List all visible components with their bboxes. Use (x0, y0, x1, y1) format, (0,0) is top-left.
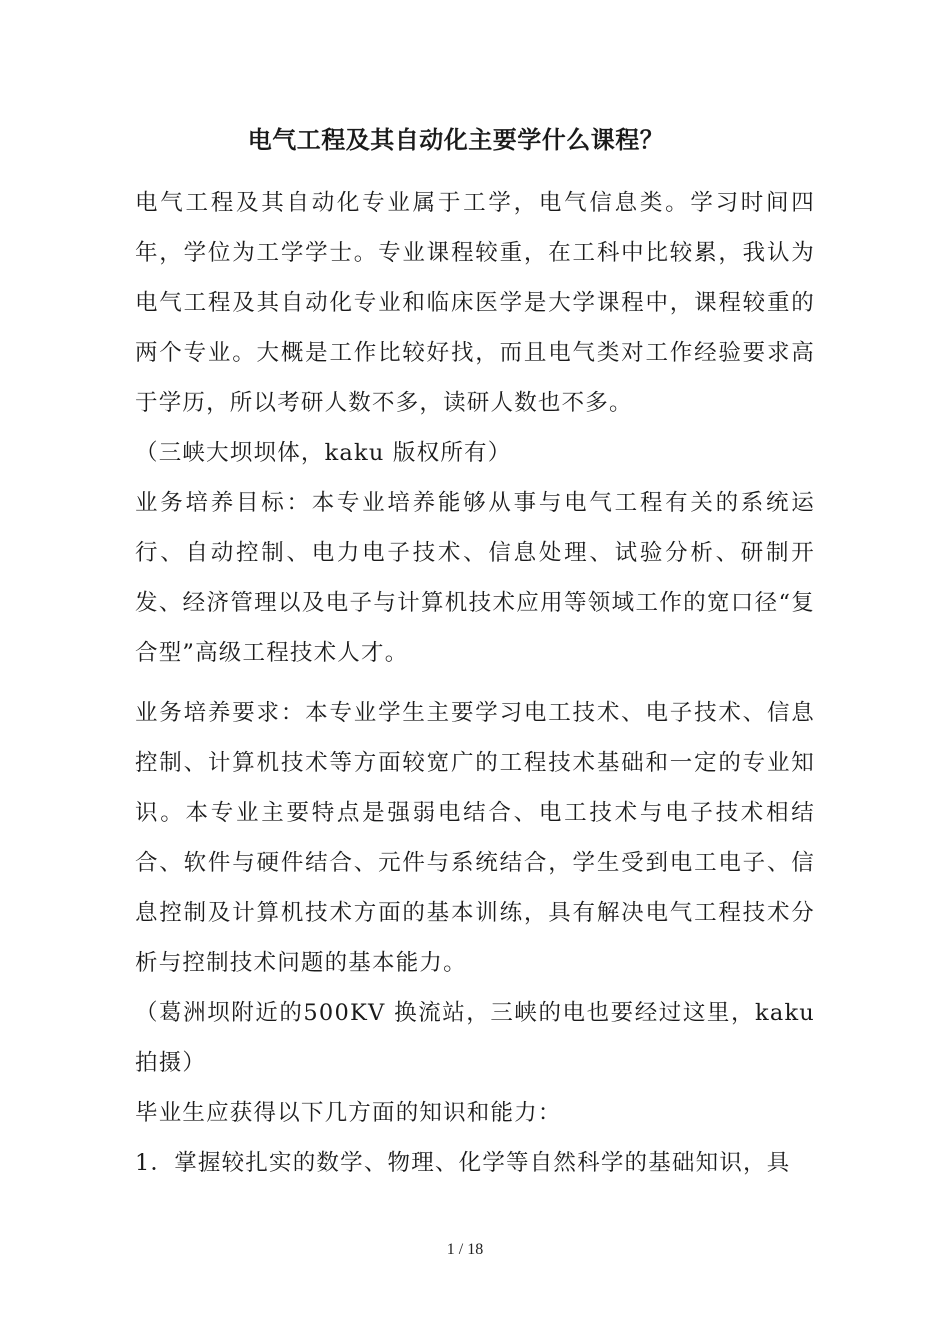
list-item-1: 1．掌握较扎实的数学、物理、化学等自然科学的基础知识，具 (135, 1150, 791, 1176)
paragraph-graduate-abilities: 毕业生应获得以下几方面的知识和能力： (135, 1100, 562, 1126)
document-title: 电气工程及其自动化主要学什么课程？ (247, 126, 665, 154)
image-caption-dam: （三峡大坝坝体，kaku 版权所有） (135, 440, 512, 466)
image-caption-converter-station: （葛洲坝附近的500KV 换流站，三峡的电也要经过这里，kaku 拍摄） (135, 1000, 815, 1076)
paragraph-intro: 电气工程及其自动化专业属于工学，电气信息类。学习时间四年，学位为工学学士。专业课程较重，在工科中比较累，我认为电气工程及其自动化专业和临床医学是大学课程中，课程较重的两个专业。大概是工作比较好找，而且电气类对工作经验要求高于学历，所以考研人数不多，读研人数也不多。 (135, 190, 815, 416)
paragraph-training-requirements: 业务培养要求：本专业学生主要学习电工技术、电子技术、信息控制、计算机技术等方面较宽广的工程技术基础和一定的专业知识。本专业主要特点是强弱电结合、电工技术与电子技术相结合、软件与硬件结合、元件与系统结合，学生受到电工电子、信息控制及计算机技术方面的基本训练，具有解决电气工程技术分析与控制技术问题的基本能力。 (135, 700, 815, 976)
document-body (135, 178, 815, 1188)
paragraph-training-goal: 业务培养目标：本专业培养能够从事与电气工程有关的系统运行、自动控制、电力电子技术、信息处理、试验分析、研制开发、经济管理以及电子与计算机技术应用等领域工作的宽口径“复合型”高级工程技术人才。 (135, 490, 815, 666)
page-number: 1 / 18 (446, 1241, 484, 1258)
